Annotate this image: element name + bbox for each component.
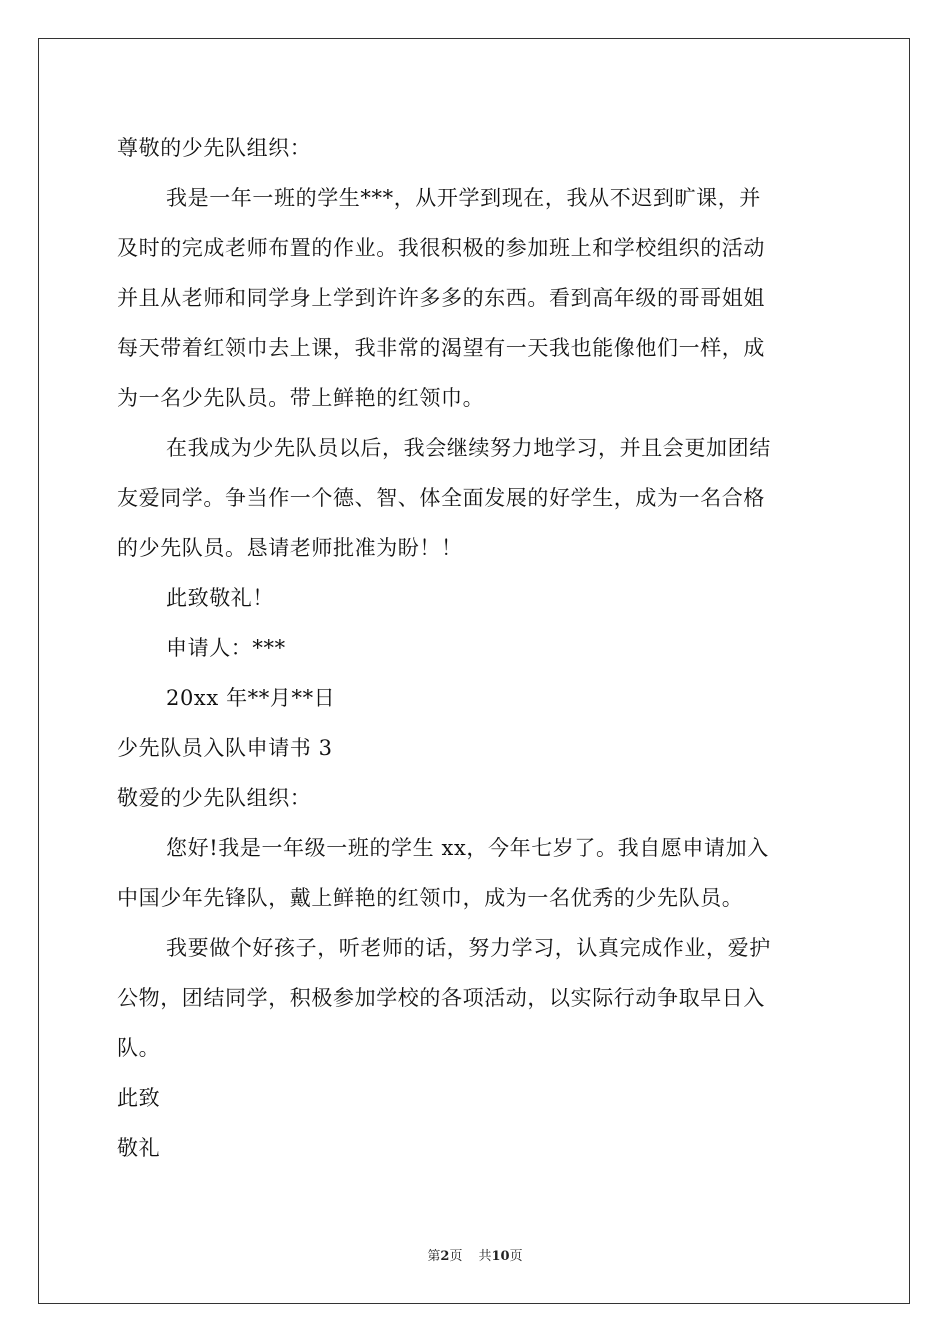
page-number: 2 bbox=[440, 1249, 450, 1264]
paragraph-line: 的少先队员。恳请老师批准为盼！！ bbox=[117, 536, 463, 560]
section-title: 少先队员入队申请书 3 bbox=[117, 736, 333, 760]
closing-line: 敬礼 bbox=[117, 1136, 161, 1160]
page-suffix: 页 bbox=[449, 1249, 463, 1264]
paragraph-line: 公物，团结同学，积极参加学校的各项活动，以实际行动争取早日入 bbox=[117, 986, 765, 1010]
salutation: 尊敬的少先队组织： bbox=[117, 136, 312, 160]
paragraph-line: 及时的完成老师布置的作业。我很积极的参加班上和学校组织的活动 bbox=[117, 236, 765, 260]
applicant-line: 申请人：*** bbox=[166, 636, 286, 660]
paragraph-line: 我是一年一班的学生***，从开学到现在，我从不迟到旷课，并 bbox=[166, 186, 761, 210]
total-prefix: 共 bbox=[478, 1249, 492, 1264]
closing-line: 此致 bbox=[117, 1086, 161, 1110]
paragraph-line: 您好!我是一年级一班的学生 xx，今年七岁了。我自愿申请加入 bbox=[166, 836, 769, 860]
paragraph-line: 并且从老师和同学身上学到许许多多的东西。看到高年级的哥哥姐姐 bbox=[117, 286, 765, 310]
page-border bbox=[38, 38, 910, 1304]
date-line: 20xx 年**月**日 bbox=[166, 686, 336, 710]
page-footer bbox=[0, 1248, 950, 1266]
closing-line: 此致敬礼！ bbox=[166, 586, 274, 610]
paragraph-line: 在我成为少先队员以后，我会继续努力地学习，并且会更加团结 bbox=[166, 436, 771, 460]
paragraph-line: 友爱同学。争当作一个德、智、体全面发展的好学生，成为一名合格 bbox=[117, 486, 765, 510]
paragraph-line: 每天带着红领巾去上课，我非常的渴望有一天我也能像他们一样，成 bbox=[117, 336, 765, 360]
paragraph-line: 中国少年先锋队，戴上鲜艳的红领巾，成为一名优秀的少先队员。 bbox=[117, 886, 744, 910]
total-pages: 10 bbox=[491, 1249, 510, 1264]
page-prefix: 第 bbox=[427, 1249, 441, 1264]
paragraph-line: 我要做个好孩子，听老师的话，努力学习，认真完成作业，爱护 bbox=[166, 936, 771, 960]
total-suffix: 页 bbox=[509, 1249, 523, 1264]
salutation: 敬爱的少先队组织： bbox=[117, 786, 312, 810]
paragraph-line: 队。 bbox=[117, 1036, 161, 1060]
paragraph-line: 为一名少先队员。带上鲜艳的红领巾。 bbox=[117, 386, 485, 410]
